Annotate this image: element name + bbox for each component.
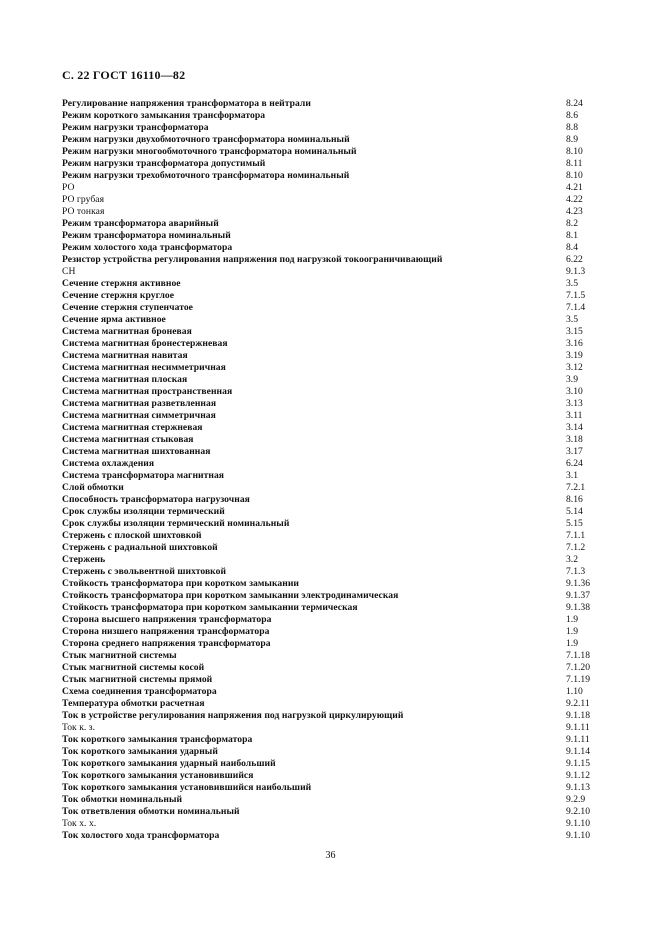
index-reference: 6.22 — [566, 254, 583, 265]
index-reference: 4.22 — [566, 194, 583, 205]
index-reference: 9.1.3 — [566, 266, 586, 277]
index-reference: 9.2.10 — [566, 806, 590, 817]
index-reference: 3.5 — [566, 278, 578, 289]
index-entry — [62, 458, 610, 470]
index-entry — [62, 494, 610, 506]
index-reference: 3.14 — [566, 422, 583, 433]
index-reference: 9.1.36 — [566, 578, 590, 589]
index-entry — [62, 338, 610, 350]
index-term: Срок службы изоляции термический — [62, 506, 225, 517]
index-term: Режим нагрузки трансформатора допустимый — [62, 158, 266, 169]
index-term: Режим короткого замыкания трансформатора — [62, 110, 266, 121]
index-term: Сечение стержня круглое — [62, 290, 175, 301]
index-reference: 7.1.18 — [566, 650, 590, 661]
index-entry — [62, 650, 610, 662]
index-term: Сторона низшего напряжения трансформатора — [62, 626, 270, 637]
index-term: Стержень с радиальной шихтовкой — [62, 542, 218, 553]
index-reference: 1.9 — [566, 614, 578, 625]
index-entry — [62, 746, 610, 758]
index-term: Сечение стержня активное — [62, 278, 181, 289]
index-term: РО грубая — [62, 194, 105, 205]
index-term: Режим нагрузки многообмоточного трансформатора номинальный — [62, 146, 357, 157]
index-reference: 3.17 — [566, 446, 583, 457]
index-reference: 7.1.5 — [566, 290, 586, 301]
index-entry — [62, 314, 610, 326]
index-entry — [62, 350, 610, 362]
index-term: Режим трансформатора аварийный — [62, 218, 219, 229]
index-term: Ток к. з. — [62, 722, 96, 733]
index-entry — [62, 122, 610, 134]
index-term: Система магнитная броневая — [62, 326, 192, 337]
index-entry — [62, 686, 610, 698]
index-reference: 9.1.11 — [566, 734, 590, 745]
index-reference: 7.1.3 — [566, 566, 586, 577]
index-reference: 9.1.18 — [566, 710, 590, 721]
index-reference: 9.1.14 — [566, 746, 590, 757]
index-reference: 9.2.11 — [566, 698, 590, 709]
index-entry — [62, 830, 610, 842]
index-reference: 1.9 — [566, 638, 578, 649]
index-reference: 8.1 — [566, 230, 578, 241]
index-entry — [62, 770, 610, 782]
index-entry — [62, 362, 610, 374]
index-term: Режим холостого хода трансформатора — [62, 242, 233, 253]
index-entry — [62, 626, 610, 638]
index-term: Ток в устройстве регулирования напряжения под нагрузкой циркулирующий — [62, 710, 404, 721]
index-entry — [62, 662, 610, 674]
index-reference: 5.14 — [566, 506, 583, 517]
index-reference: 3.19 — [566, 350, 583, 361]
index-term: Сечение стержня ступенчатое — [62, 302, 193, 313]
index-reference: 9.1.11 — [566, 722, 590, 733]
index-reference: 8.4 — [566, 242, 578, 253]
index-entry — [62, 530, 610, 542]
index-entry — [62, 578, 610, 590]
index-reference: 3.9 — [566, 374, 578, 385]
index-entry — [62, 326, 610, 338]
index-term: Стержень с плоской шихтовкой — [62, 530, 202, 541]
index-reference: 7.1.19 — [566, 674, 590, 685]
index-entry — [62, 134, 610, 146]
index-reference: 9.1.38 — [566, 602, 590, 613]
term-index-list — [62, 98, 610, 842]
index-term: Регулирование напряжения трансформатора в нейтрали — [62, 98, 311, 109]
index-term: Система магнитная бронестержневая — [62, 338, 228, 349]
index-reference: 3.2 — [566, 554, 578, 565]
index-term: Стойкость трансформатора при коротком замыкании термическая — [62, 602, 358, 613]
index-entry — [62, 674, 610, 686]
index-term: Система трансформатора магнитная — [62, 470, 225, 481]
index-entry — [62, 794, 610, 806]
index-entry — [62, 638, 610, 650]
index-entry — [62, 710, 610, 722]
index-reference: 7.1.4 — [566, 302, 586, 313]
index-term: РО тонкая — [62, 206, 105, 217]
index-reference: 9.1.13 — [566, 782, 590, 793]
index-entry — [62, 446, 610, 458]
index-term: Стык магнитной системы — [62, 650, 177, 661]
index-entry — [62, 374, 610, 386]
index-entry — [62, 734, 610, 746]
index-entry — [62, 554, 610, 566]
index-entry — [62, 290, 610, 302]
index-term: Сторона высшего напряжения трансформатора — [62, 614, 272, 625]
index-term: РО — [62, 182, 75, 193]
index-entry — [62, 818, 610, 830]
index-entry — [62, 182, 610, 194]
index-entry — [62, 242, 610, 254]
index-reference: 8.9 — [566, 134, 578, 145]
index-reference: 3.5 — [566, 314, 578, 325]
index-term: Стойкость трансформатора при коротком замыкании — [62, 578, 299, 589]
index-term: Режим нагрузки трехобмоточного трансформатора номинальный — [62, 170, 350, 181]
index-reference: 5.15 — [566, 518, 583, 529]
index-term: Система магнитная плоская — [62, 374, 188, 385]
index-reference: 8.24 — [566, 98, 583, 109]
index-entry — [62, 98, 610, 110]
index-entry — [62, 518, 610, 530]
index-reference: 9.1.15 — [566, 758, 590, 769]
index-term: Резистор устройства регулирования напряжения под нагрузкой токоограничивающий — [62, 254, 443, 265]
index-reference: 8.6 — [566, 110, 578, 121]
index-reference: 3.1 — [566, 470, 578, 481]
index-entry — [62, 302, 610, 314]
index-term: Сторона среднего напряжения трансформатора — [62, 638, 271, 649]
index-entry — [62, 254, 610, 266]
index-reference: 3.11 — [566, 410, 583, 421]
index-reference: 3.10 — [566, 386, 583, 397]
index-term: Ток короткого замыкания ударный — [62, 746, 218, 757]
index-entry — [62, 158, 610, 170]
index-term: Ток короткого замыкания ударный наибольший — [62, 758, 276, 769]
index-term: Стержень с эвольвентной шихтовкой — [62, 566, 227, 577]
index-entry — [62, 722, 610, 734]
index-entry — [62, 386, 610, 398]
index-entry — [62, 278, 610, 290]
index-reference: 4.23 — [566, 206, 583, 217]
index-reference: 7.2.1 — [566, 482, 586, 493]
index-reference: 3.16 — [566, 338, 583, 349]
index-entry — [62, 506, 610, 518]
index-entry — [62, 590, 610, 602]
index-term: Система магнитная симметричная — [62, 410, 216, 421]
index-entry — [62, 614, 610, 626]
index-reference: 4.21 — [566, 182, 583, 193]
index-term: Стержень — [62, 554, 106, 565]
index-term: Система магнитная шихтованная — [62, 446, 211, 457]
index-entry — [62, 410, 610, 422]
index-reference: 7.1.1 — [566, 530, 586, 541]
index-entry — [62, 758, 610, 770]
index-reference: 3.15 — [566, 326, 583, 337]
index-reference: 8.16 — [566, 494, 583, 505]
index-entry — [62, 806, 610, 818]
index-reference: 9.1.10 — [566, 818, 590, 829]
index-reference: 8.10 — [566, 146, 583, 157]
index-term: Система магнитная навитая — [62, 350, 188, 361]
index-term: Способность трансформатора нагрузочная — [62, 494, 250, 505]
index-term: Слой обмотки — [62, 482, 124, 493]
index-entry — [62, 434, 610, 446]
index-reference: 7.1.20 — [566, 662, 590, 673]
index-term: Система магнитная пространственная — [62, 386, 233, 397]
index-entry — [62, 422, 610, 434]
index-reference: 9.1.10 — [566, 830, 590, 841]
index-term: Стойкость трансформатора при коротком замыкании электродинамическая — [62, 590, 399, 601]
index-reference: 8.10 — [566, 170, 583, 181]
index-reference: 8.11 — [566, 158, 583, 169]
index-reference: 1.10 — [566, 686, 583, 697]
index-term: Срок службы изоляции термический номинальный — [62, 518, 290, 529]
index-term: Температура обмотки расчетная — [62, 698, 205, 709]
index-reference: 8.2 — [566, 218, 578, 229]
index-reference: 3.12 — [566, 362, 583, 373]
index-entry — [62, 266, 610, 278]
index-term: Режим трансформатора номинальный — [62, 230, 231, 241]
index-reference: 3.18 — [566, 434, 583, 445]
index-term: Ток короткого замыкания трансформатора — [62, 734, 253, 745]
page-header: С. 22 ГОСТ 16110—82 — [62, 68, 186, 82]
index-term: Схема соединения трансформатора — [62, 686, 217, 697]
index-entry — [62, 698, 610, 710]
index-entry — [62, 398, 610, 410]
index-reference: 7.1.2 — [566, 542, 586, 553]
index-term: Ток обмотки номинальный — [62, 794, 183, 805]
index-entry — [62, 566, 610, 578]
index-entry — [62, 482, 610, 494]
index-reference: 6.24 — [566, 458, 583, 469]
index-term: Сечение ярма активное — [62, 314, 166, 325]
page-number: 36 — [325, 850, 336, 861]
index-term: Ток холостого хода трансформатора — [62, 830, 220, 841]
index-entry — [62, 602, 610, 614]
index-term: Режим нагрузки двухобмоточного трансформатора номинальный — [62, 134, 350, 145]
index-term: Система магнитная стержневая — [62, 422, 203, 433]
index-entry — [62, 110, 610, 122]
index-term: Режим нагрузки трансформатора — [62, 122, 209, 133]
index-reference: 3.13 — [566, 398, 583, 409]
index-term: Стык магнитной системы прямой — [62, 674, 213, 685]
index-term: Система магнитная стыковая — [62, 434, 194, 445]
index-entry — [62, 230, 610, 242]
index-term: Стык магнитной системы косой — [62, 662, 205, 673]
index-reference: 9.2.9 — [566, 794, 586, 805]
index-reference: 9.1.37 — [566, 590, 590, 601]
index-entry — [62, 194, 610, 206]
index-entry — [62, 146, 610, 158]
index-entry — [62, 206, 610, 218]
index-term: Система охлаждения — [62, 458, 155, 469]
index-term: СН — [62, 266, 76, 277]
index-reference: 8.8 — [566, 122, 578, 133]
index-entry — [62, 218, 610, 230]
index-entry — [62, 170, 610, 182]
index-term: Система магнитная несимметричная — [62, 362, 226, 373]
index-term: Ток ответвления обмотки номинальный — [62, 806, 240, 817]
index-reference: 9.1.12 — [566, 770, 590, 781]
index-term: Ток короткого замыкания установившийся — [62, 770, 254, 781]
index-entry — [62, 782, 610, 794]
index-term: Ток короткого замыкания установившийся наибольший — [62, 782, 312, 793]
index-entry — [62, 542, 610, 554]
index-term: Система магнитная разветвленная — [62, 398, 217, 409]
index-term: Ток х. х. — [62, 818, 97, 829]
index-reference: 1.9 — [566, 626, 578, 637]
index-entry — [62, 470, 610, 482]
